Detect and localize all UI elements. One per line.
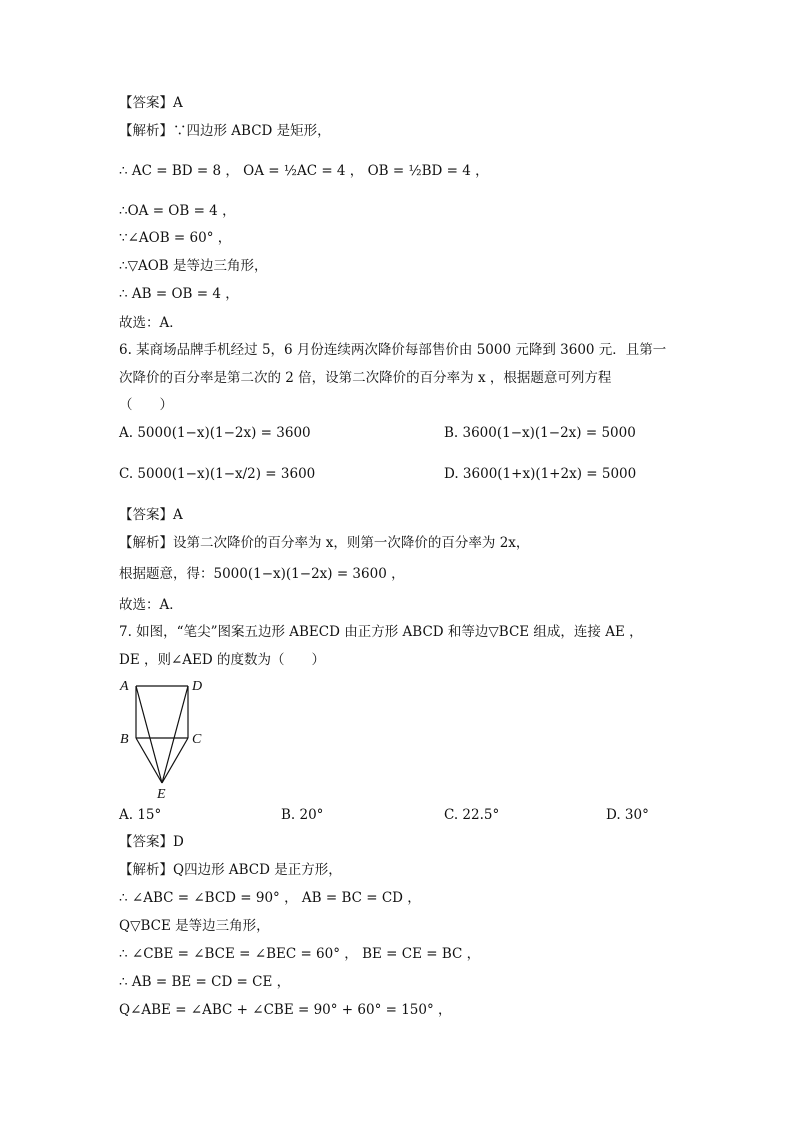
segment-be <box>136 738 162 783</box>
q5-analysis-line: ∵∠AOB = 60° ， <box>119 230 232 246</box>
q7-analysis-line: ∴ ∠ABC = ∠BCD = 90° ， AB = BC = CD ， <box>119 890 421 906</box>
label-b: B <box>120 732 129 747</box>
label-c: C <box>192 732 202 747</box>
q6-option-d: D. 3600(1+x)(1+2x) = 5000 <box>444 466 637 482</box>
q6-option-b: B. 3600(1−x)(1−2x) = 5000 <box>444 425 636 441</box>
q6-stem-line: （ ） <box>119 397 173 413</box>
q5-analysis-line: 故选：A． <box>119 315 183 331</box>
q6-stem-line: 6. 某商场品牌手机经过 5，6 月份连续两次降价每部售价由 5000 元降到 3600 元．且第一 <box>119 342 667 358</box>
q7-analysis-line: ∴ ∠CBE = ∠BCE = ∠BEC = 60° ， BE = CE = BC ， <box>119 946 481 962</box>
q6-option-c: C. 5000(1−x)(1−x/2) = 3600 <box>119 466 316 482</box>
q6-option-a: A. 5000(1−x)(1−2x) = 3600 <box>119 425 311 441</box>
q7-option-d: D. 30° <box>606 807 649 823</box>
q7-option-c: C. 22.5° <box>444 807 500 823</box>
q7-analysis-line: ∴ AB = BE = CD = CE ， <box>119 974 291 990</box>
segment-de <box>162 686 188 783</box>
pentagon-diagram <box>112 674 222 802</box>
q7-stem-line: 7. 如图，“笔尖”图案五边形 ABECD 由正方形 ABCD 和等边▽BCE 组成，连接 AE ， <box>119 624 643 640</box>
q5-analysis-line: ∴▽AOB 是等边三角形， <box>119 258 268 274</box>
q6-analysis-line: 【解析】设第二次降价的百分率为 x，则第一次降价的百分率为 2x， <box>119 535 530 551</box>
q7-analysis-line: Q▽BCE 是等边三角形， <box>119 918 270 934</box>
segment-ce <box>162 738 188 783</box>
q5-analysis-line: ∴OA = OB = 4 ， <box>119 203 236 219</box>
q5-answer: 【答案】A <box>119 95 183 111</box>
q6-stem-line: 次降价的百分率是第二次的 2 倍，设第二次降价的百分率为 x ，根据题意可列方程 <box>119 370 612 386</box>
q6-analysis-line: 根据题意，得：5000(1−x)(1−2x) = 3600 ， <box>119 566 405 582</box>
q7-answer: 【答案】D <box>119 834 184 850</box>
q6-answer: 【答案】A <box>119 507 183 523</box>
label-e: E <box>157 787 166 802</box>
q7-option-a: A. 15° <box>119 807 162 823</box>
q5-analysis-line: ∴ AC = BD = 8 ， OA = ½AC = 4 ， OB = ½BD = 4 ， <box>119 163 489 179</box>
q5-analysis-line: 【解析】∵四边形 ABCD 是矩形， <box>119 123 331 139</box>
q7-option-b: B. 20° <box>281 807 324 823</box>
label-a: A <box>120 679 129 694</box>
q7-analysis-line: 【解析】Q四边形 ABCD 是正方形， <box>119 862 342 878</box>
q6-analysis-line: 故选：A． <box>119 597 183 613</box>
q7-stem-line: DE ，则∠AED 的度数为（ ） <box>119 652 325 668</box>
q7-analysis-line: Q∠ABE = ∠ABC + ∠CBE = 90° + 60° = 150° ， <box>119 1002 452 1018</box>
segment-ae <box>136 686 162 783</box>
label-d: D <box>192 679 203 694</box>
q5-analysis-line: ∴ AB = OB = 4 ， <box>119 286 239 302</box>
